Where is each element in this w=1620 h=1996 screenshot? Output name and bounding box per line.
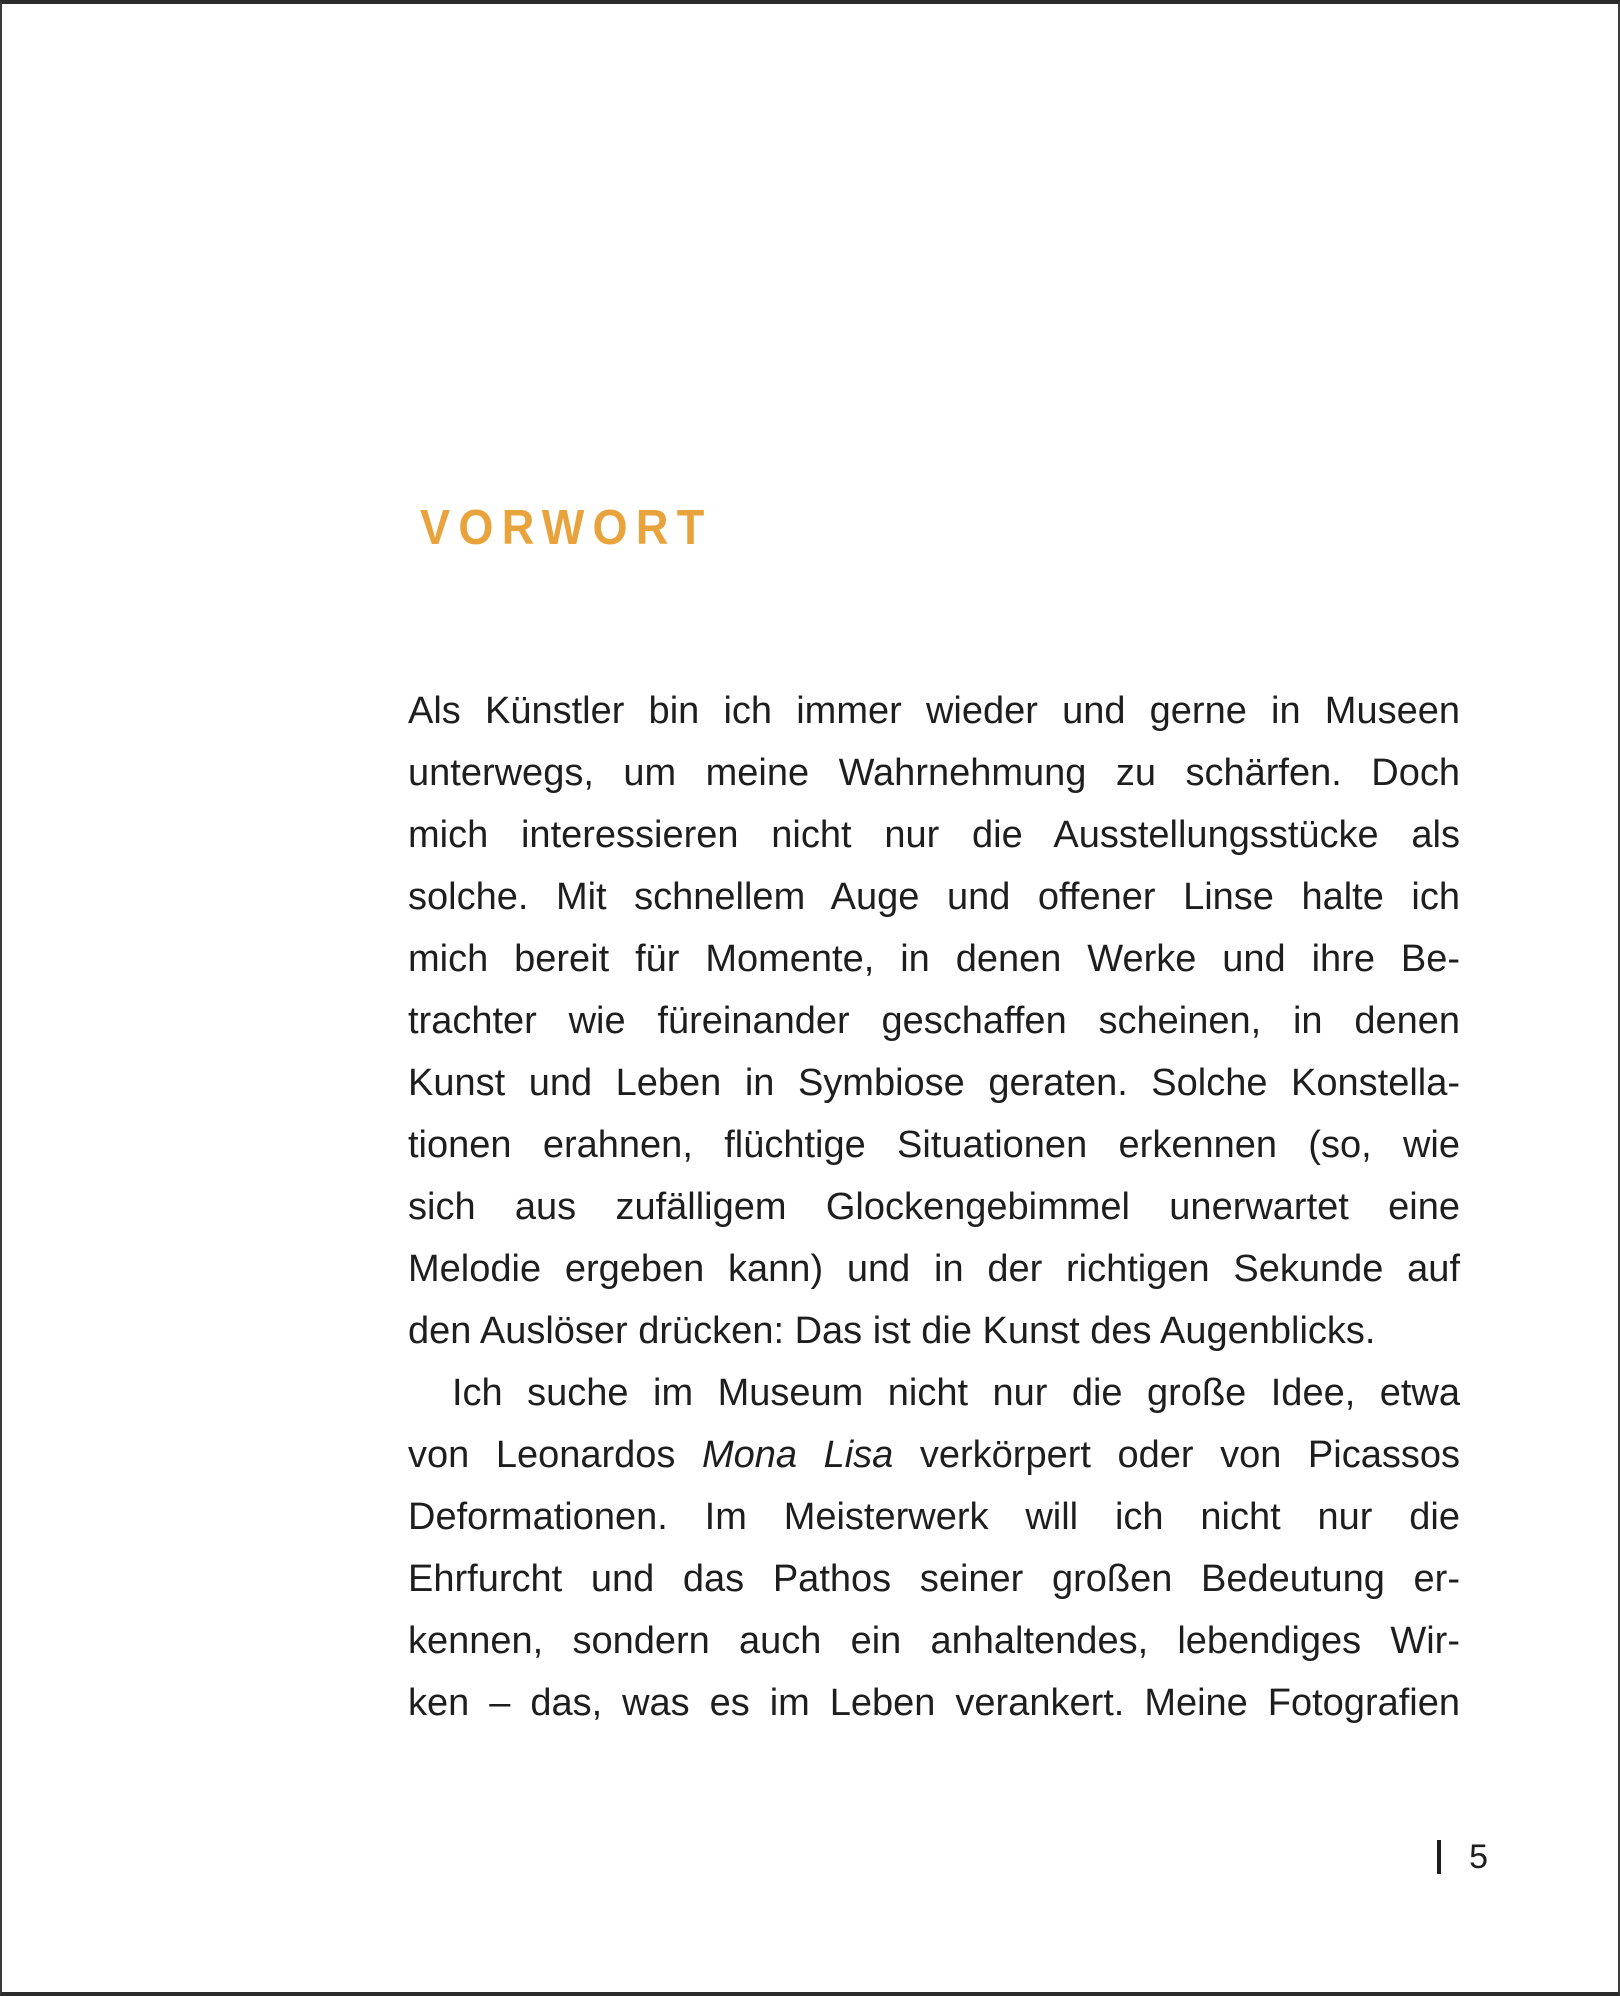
text-line: tionen erahnen, flüchtige Situationen erkennen (so, wie [408, 1124, 1460, 1166]
text-line: unterwegs, um meine Wahrnehmung zu schärfen. Doch [408, 752, 1460, 794]
text-line: Melodie ergeben kann) und in der richtigen Sekunde auf [408, 1248, 1460, 1290]
text-line: sich aus zufälligem Glockengebimmel unerwartet eine [408, 1186, 1460, 1228]
text-line: Kunst und Leben in Symbiose geraten. Solche Konstella- [408, 1062, 1460, 1104]
text-line: kennen, sondern auch ein anhaltendes, lebendiges Wir- [408, 1620, 1460, 1662]
page-number: 5 [1469, 1838, 1488, 1876]
text-line: den Auslöser drücken: Das ist die Kunst des Augenblicks. [408, 1310, 1376, 1352]
text-line: Ehrfurcht und das Pathos seiner großen Bedeutung er- [408, 1558, 1460, 1600]
text-line: ken – das, was es im Leben verankert. Meine Fotografien [408, 1682, 1460, 1724]
page-footer [1437, 1840, 1488, 1874]
text-line: mich interessieren nicht nur die Ausstellungsstücke als [408, 814, 1460, 856]
text-line: trachter wie füreinander geschaffen scheinen, in denen [408, 1000, 1460, 1042]
text-line: Ich suche im Museum nicht nur die große Idee, etwa [452, 1372, 1460, 1414]
text-line: Deformationen. Im Meisterwerk will ich nicht nur die [408, 1496, 1460, 1538]
text-line: Als Künstler bin ich immer wieder und gerne in Museen [408, 690, 1460, 732]
body-text [408, 680, 1460, 1734]
text-line: solche. Mit schnellem Auge und offener Linse halte ich [408, 876, 1460, 918]
chapter-title: VORWORT [420, 501, 713, 555]
text-line: von Leonardos Mona Lisa verkörpert oder von Picassos [408, 1434, 1460, 1476]
folio-divider-bar [1437, 1840, 1441, 1874]
text-line: mich bereit für Momente, in denen Werke und ihre Be- [408, 938, 1460, 980]
